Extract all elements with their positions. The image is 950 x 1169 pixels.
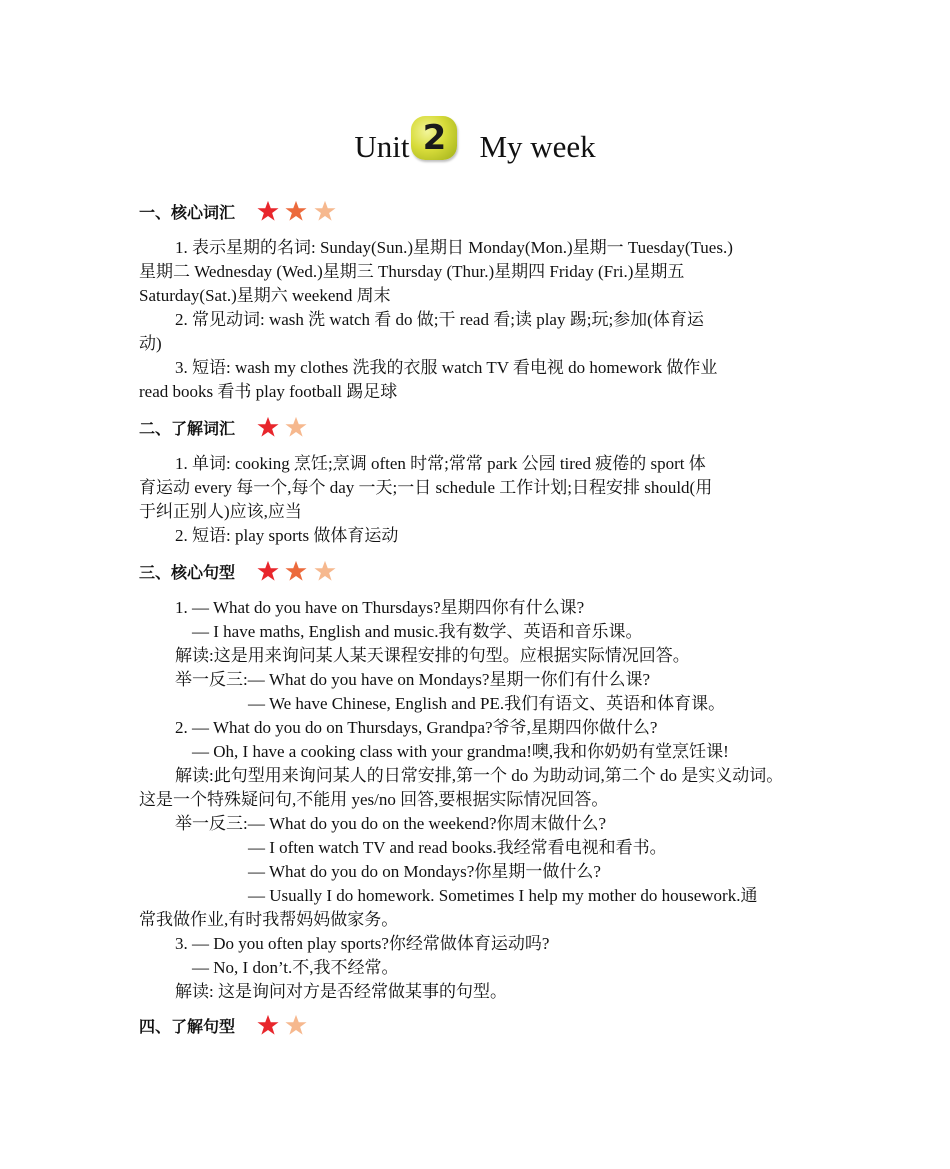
star-rating (257, 1011, 309, 1039)
section-body (139, 452, 819, 548)
text-line: — I have maths, English and music.我有数学、英语和音乐课。 (192, 622, 643, 641)
section-body (139, 236, 819, 404)
text-line: 2. 短语: play sports 做体育运动 (175, 526, 399, 545)
text-line: 3. — Do you often play sports?你经常做体育运动吗? (175, 934, 550, 953)
text-line: — No, I don’t.不,我不经常。 (192, 958, 399, 977)
text-line: 3. 短语: wash my clothes 洗我的衣服 watch TV 看电视 do homework 做作业 (175, 358, 718, 377)
star-icon (285, 560, 307, 582)
star-icon (285, 416, 307, 438)
text-line: — I often watch TV and read books.我经常看电视和看书。 (248, 838, 667, 857)
text-line: 2. 常见动词: wash 洗 watch 看 do 做;干 read 看;读 play 踢;玩;参加(体育运 (175, 310, 704, 329)
text-line: — We have Chinese, English and PE.我们有语文、英语和体育课。 (248, 694, 726, 713)
star-icon (285, 200, 307, 222)
unit-word: Unit (354, 129, 410, 164)
text-line: 这是一个特殊疑问句,不能用 yes/no 回答,要根据实际情况回答。 (139, 790, 609, 809)
section-heading: 三、核心句型 (139, 559, 819, 587)
unit-number-badge: 2 (411, 116, 457, 160)
section-core-vocabulary (139, 199, 819, 404)
star-icon (314, 560, 336, 582)
star-icon (257, 200, 279, 222)
star-icon (285, 1014, 307, 1036)
text-line: 解读:这是用来询问某人某天课程安排的句型。应根据实际情况回答。 (175, 646, 690, 665)
text-line: 于纠正别人)应该,应当 (139, 502, 302, 521)
section-heading: 一、核心词汇 (139, 199, 819, 227)
text-line: 解读: 这是询问对方是否经常做某事的句型。 (175, 982, 507, 1001)
section-body (139, 596, 819, 1004)
text-line: 常我做作业,有时我帮妈妈做家务。 (139, 910, 399, 929)
star-rating (257, 557, 337, 585)
star-icon (257, 560, 279, 582)
text-line: 解读:此句型用来询问某人的日常安排,第一个 do 为助动词,第二个 do 是实义动词。 (175, 766, 784, 785)
star-icon (314, 200, 336, 222)
text-line: Saturday(Sat.)星期六 weekend 周末 (139, 286, 391, 305)
section-core-sentences (139, 559, 819, 1004)
text-line: 育运动 every 每一个,每个 day 一天;一日 schedule 工作计划;日程安排 should(用 (139, 478, 713, 497)
star-icon (257, 1014, 279, 1036)
section-heading: 二、了解词汇 (139, 415, 819, 443)
text-line: 星期二 Wednesday (Wed.)星期三 Thursday (Thur.)星期四 Friday (Fri.)星期五 (139, 262, 685, 281)
text-line: 2. — What do you do on Thursdays, Grandpa?爷爷,星期四你做什么? (175, 718, 658, 737)
star-rating (257, 413, 309, 441)
star-rating (257, 197, 337, 225)
unit-topic: My week (479, 129, 596, 164)
star-icon (257, 416, 279, 438)
section-basic-sentences (139, 1013, 819, 1041)
text-line: 1. 单词: cooking 烹饪;烹调 often 时常;常常 park 公园 tired 疲倦的 sport 体 (175, 454, 706, 473)
section-heading: 四、了解句型 (139, 1013, 819, 1041)
text-line: — Oh, I have a cooking class with your grandma!噢,我和你奶奶有堂烹饪课! (192, 742, 729, 761)
text-line: 举一反三:— What do you have on Mondays?星期一你们有什么课? (175, 670, 650, 689)
section-basic-vocabulary (139, 415, 819, 548)
text-line: 举一反三:— What do you do on the weekend?你周末做什么? (175, 814, 607, 833)
text-line: 1. — What do you have on Thursdays?星期四你有什么课? (175, 598, 585, 617)
text-line: — Usually I do homework. Sometimes I help my mother do housework.通 (248, 886, 758, 905)
page-title (0, 112, 950, 182)
text-line: — What do you do on Mondays?你星期一做什么? (248, 862, 601, 881)
text-line: read books 看书 play football 踢足球 (139, 382, 398, 401)
text-line: 动) (139, 334, 162, 353)
text-line: 1. 表示星期的名词: Sunday(Sun.)星期日 Monday(Mon.)星期一 Tuesday(Tues.) (175, 238, 733, 257)
